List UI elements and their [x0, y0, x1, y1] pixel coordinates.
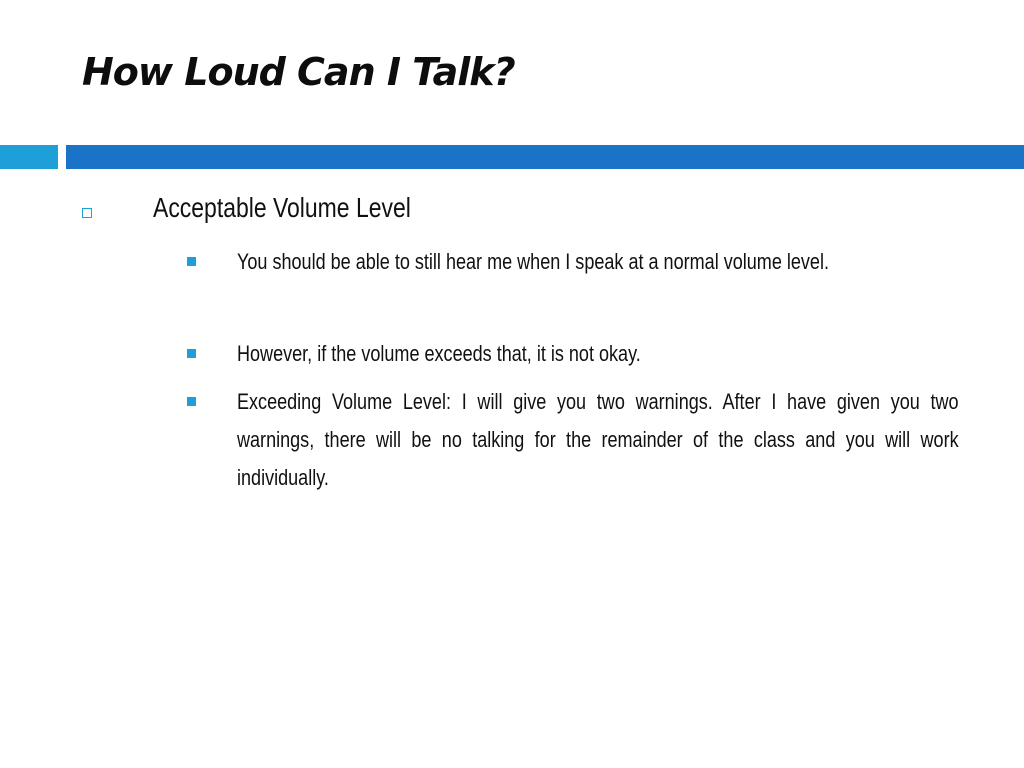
bullet-point-3: Exceeding Volume Level: I will give you two warnings. After I have given you two warnings, there will be no talking for the remainder of the class and you will work individually. [237, 389, 959, 490]
slide-title: How Loud Can I Talk? [82, 50, 515, 94]
square-bullet-icon [187, 257, 196, 266]
title-accent-bar [66, 145, 1024, 169]
bullet-point-2: However, if the volume exceeds that, it is not okay. [237, 341, 641, 366]
square-bullet-icon [187, 397, 196, 406]
hollow-square-bullet-icon [82, 208, 92, 218]
title-accent-bar-left [0, 145, 58, 169]
level1-heading: Acceptable Volume Level [153, 192, 411, 223]
bullet-point-1: You should be able to still hear me when I speak at a normal volume level. [237, 249, 830, 274]
square-bullet-icon [187, 349, 196, 358]
